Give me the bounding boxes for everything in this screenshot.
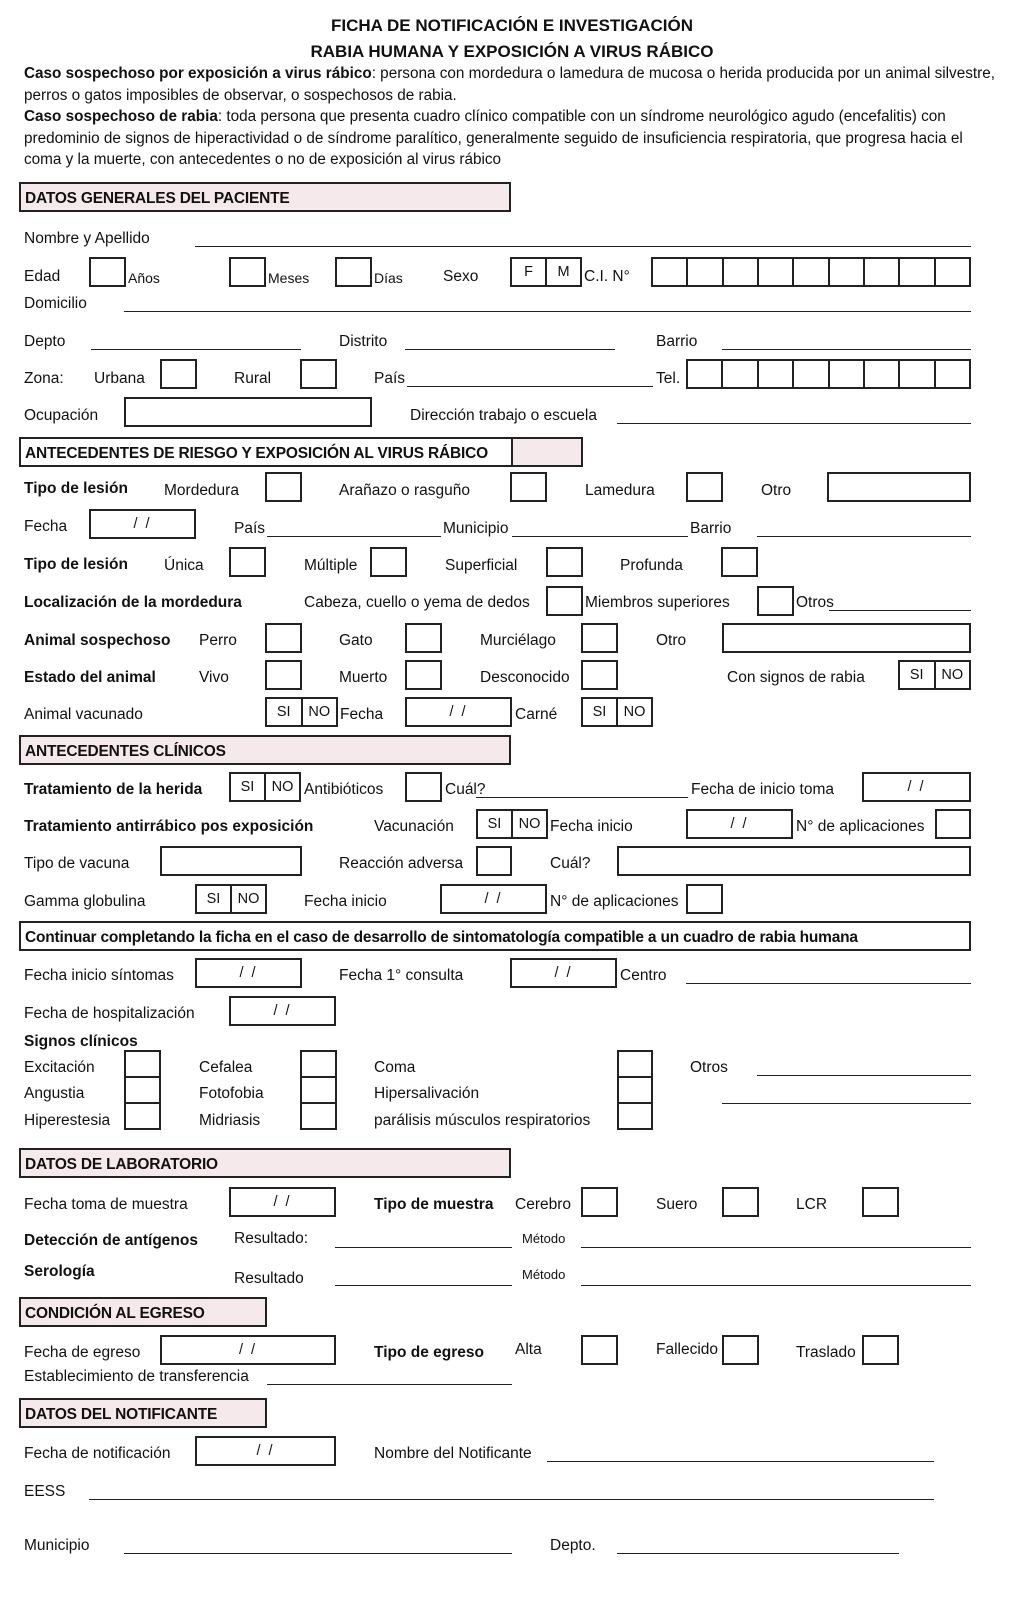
- label-mordedura: Mordedura: [164, 482, 239, 499]
- ocupacion-field[interactable]: [124, 397, 372, 427]
- carne-no[interactable]: NO: [616, 699, 651, 725]
- midriasis-box[interactable]: [300, 1102, 337, 1130]
- label-fecha-inicio-vacuna: Fecha inicio: [550, 818, 633, 835]
- label-animal-sospechoso: Animal sospechoso: [24, 632, 171, 649]
- section-notificante-header: DATOS DEL NOTIFICANTE: [19, 1398, 267, 1428]
- label-metodo-antigenos: Método: [522, 1231, 566, 1246]
- label-ci: C.I. N°: [584, 268, 630, 285]
- signos-no[interactable]: NO: [934, 662, 970, 688]
- label-tipo-muestra: Tipo de muestra: [374, 1196, 494, 1213]
- otro-animal-field[interactable]: [722, 623, 971, 653]
- label-tratamiento-herida: Tratamiento de la herida: [24, 781, 203, 798]
- cual-reaccion-field[interactable]: [617, 846, 971, 876]
- antibioticos-box[interactable]: [405, 772, 442, 802]
- zona-urbana-box[interactable]: [160, 359, 197, 389]
- zona-rural-box[interactable]: [300, 359, 337, 389]
- label-municipio-notificante: Municipio: [24, 1537, 90, 1554]
- label-urbana: Urbana: [94, 370, 145, 387]
- cefalea-box[interactable]: [300, 1050, 337, 1078]
- carne-si[interactable]: SI: [592, 704, 607, 720]
- profunda-box[interactable]: [721, 547, 758, 577]
- direccion-field[interactable]: [617, 423, 971, 424]
- label-carne: Carné: [515, 706, 558, 723]
- label-muerto: Muerto: [339, 669, 388, 686]
- label-fecha-vacuna-animal: Fecha: [340, 706, 384, 723]
- desconocido-box[interactable]: [581, 660, 618, 690]
- label-angustia: Angustia: [24, 1085, 85, 1102]
- municipio-exposicion-field[interactable]: [512, 536, 688, 537]
- label-nombre: Nombre y Apellido: [24, 230, 150, 247]
- form-subtitle: RABIA HUMANA Y EXPOSICIÓN A VIRUS RÁBICO: [310, 42, 714, 61]
- label-lamedura: Lamedura: [585, 482, 655, 499]
- fecha-inicio-toma-field[interactable]: / /: [862, 772, 971, 802]
- vacunado-no[interactable]: NO: [301, 699, 337, 725]
- label-vacunacion: Vacunación: [374, 818, 454, 835]
- n-aplicaciones-box[interactable]: [935, 809, 971, 839]
- label-animal-vacunado: Animal vacunado: [24, 706, 143, 723]
- label-dias: Días: [374, 270, 403, 286]
- label-antirrabico: Tratamiento antirrábico pos exposición: [24, 818, 314, 835]
- label-n-aplicaciones-gamma: N° de aplicaciones: [550, 893, 679, 910]
- gamma-no[interactable]: NO: [230, 886, 265, 912]
- label-localizacion: Localización de la mordedura: [24, 594, 242, 611]
- label-hipersalivacion: Hipersalivación: [374, 1085, 480, 1102]
- label-superficial: Superficial: [445, 557, 518, 574]
- label-metodo-serologia: Método: [522, 1267, 566, 1282]
- otro-lesion-field[interactable]: [827, 472, 971, 502]
- label-ocupacion: Ocupación: [24, 407, 99, 424]
- murcielago-box[interactable]: [581, 623, 618, 653]
- metodo-serologia-field[interactable]: [581, 1285, 971, 1286]
- label-n-aplicaciones: N° de aplicaciones: [796, 818, 925, 835]
- pais-field[interactable]: [407, 386, 653, 387]
- pais-exposicion-field[interactable]: [267, 536, 441, 537]
- label-direccion: Dirección trabajo o escuela: [410, 407, 597, 424]
- label-traslado: Traslado: [796, 1344, 856, 1361]
- vacunacion-no[interactable]: NO: [511, 811, 546, 837]
- section-lab-header: DATOS DE LABORATORIO: [19, 1148, 511, 1178]
- nombre-notificante-field[interactable]: [547, 1461, 934, 1462]
- label-fecha-notificacion: Fecha de notificación: [24, 1445, 171, 1462]
- label-tipo-lesion: Tipo de lesión: [24, 480, 128, 497]
- label-barrio: Barrio: [656, 333, 698, 350]
- toma-muestra-field[interactable]: / /: [229, 1187, 336, 1217]
- label-municipio-exposicion: Municipio: [443, 520, 509, 537]
- label-otros-signos: Otros: [690, 1059, 728, 1076]
- fecha-exposicion-field[interactable]: / /: [89, 509, 196, 539]
- label-otro-animal: Otro: [656, 632, 687, 649]
- municipio-notificante-field[interactable]: [124, 1553, 512, 1554]
- gamma-si[interactable]: SI: [206, 891, 221, 907]
- label-gato: Gato: [339, 632, 373, 649]
- label-zona: Zona:: [24, 370, 64, 387]
- tratamiento-herida-selector[interactable]: [229, 772, 301, 802]
- cual-antibiotico-field[interactable]: [476, 797, 688, 798]
- label-tipo-vacuna: Tipo de vacuna: [24, 855, 130, 872]
- signos-rabia-selector[interactable]: [898, 660, 971, 690]
- barrio-exposicion-field[interactable]: [757, 536, 971, 537]
- label-inicio-sintomas: Fecha inicio síntomas: [24, 967, 174, 984]
- edad-meses-box[interactable]: [229, 257, 266, 287]
- gato-box[interactable]: [405, 623, 442, 653]
- label-desconocido: Desconocido: [480, 669, 570, 686]
- superficial-box[interactable]: [546, 547, 583, 577]
- paralisis-box[interactable]: [617, 1102, 653, 1130]
- label-serologia: Serología: [24, 1263, 95, 1280]
- label-toma-muestra: Fecha toma de muestra: [24, 1196, 188, 1213]
- perro-box[interactable]: [265, 623, 302, 653]
- aranazo-box[interactable]: [510, 472, 547, 502]
- label-resultado-serologia: Resultado: [234, 1270, 304, 1287]
- label-cefalea: Cefalea: [199, 1059, 253, 1076]
- establecimiento-field[interactable]: [267, 1384, 512, 1385]
- label-antibioticos: Antibióticos: [304, 781, 384, 798]
- sexo-f[interactable]: F: [524, 264, 533, 280]
- label-lcr: LCR: [796, 1196, 828, 1213]
- metodo-antigenos-field[interactable]: [581, 1247, 971, 1248]
- fecha-vacuna-animal-field[interactable]: / /: [405, 697, 512, 727]
- label-resultado-antigenos: Resultado:: [234, 1230, 309, 1247]
- label-fecha-inicio-gamma: Fecha inicio: [304, 893, 387, 910]
- fotofobia-box[interactable]: [300, 1076, 337, 1104]
- cerebro-box[interactable]: [581, 1187, 618, 1217]
- barrio-field[interactable]: [722, 349, 971, 350]
- form-title: FICHA DE NOTIFICACIÓN E INVESTIGACIÓN: [330, 16, 694, 35]
- label-centro: Centro: [620, 967, 667, 984]
- carne-selector[interactable]: [581, 697, 653, 727]
- lamedura-box[interactable]: [686, 472, 723, 502]
- label-vivo: Vivo: [199, 669, 229, 686]
- label-eess: EESS: [24, 1483, 66, 1500]
- vivo-box[interactable]: [265, 660, 302, 690]
- label-signos-rabia: Con signos de rabia: [727, 669, 865, 686]
- edad-dias-box[interactable]: [335, 257, 372, 287]
- reaccion-adversa-box[interactable]: [476, 846, 512, 876]
- riesgo-header-shade: [511, 439, 581, 465]
- label-cabeza: Cabeza, cuello o yema de dedos: [304, 594, 530, 611]
- alta-box[interactable]: [581, 1335, 618, 1365]
- label-cual-reaccion: Cuál?: [550, 855, 591, 872]
- tratamiento-no[interactable]: NO: [264, 774, 299, 800]
- label-reaccion-adversa: Reacción adversa: [339, 855, 464, 872]
- eess-field[interactable]: [89, 1499, 934, 1500]
- label-midriasis: Midriasis: [199, 1112, 261, 1129]
- label-depto-notificante: Depto.: [550, 1537, 596, 1554]
- label-hiperestesia: Hiperestesia: [24, 1112, 111, 1129]
- vacunacion-si[interactable]: SI: [487, 816, 502, 832]
- miembros-box[interactable]: [757, 586, 794, 616]
- label-aranazo: Arañazo o rasguño: [339, 482, 470, 499]
- label-meses: Meses: [268, 270, 310, 286]
- label-otros-localizacion: Otros: [796, 594, 834, 611]
- label-excitacion: Excitación: [24, 1059, 95, 1076]
- otros-signos-field-2[interactable]: [722, 1103, 971, 1104]
- label-estado-animal: Estado del animal: [24, 669, 156, 686]
- label-tipo-lesion-2: Tipo de lesión: [24, 556, 128, 573]
- otros-localizacion-field[interactable]: [829, 610, 971, 611]
- hospitalizacion-field[interactable]: / /: [229, 996, 336, 1026]
- coma-box[interactable]: [617, 1050, 653, 1078]
- angustia-box[interactable]: [124, 1076, 161, 1104]
- resultado-antigenos-field[interactable]: [335, 1247, 512, 1248]
- label-anos: Años: [128, 270, 160, 286]
- label-cual-antibiotico: Cuál?: [445, 781, 486, 798]
- multiple-box[interactable]: [370, 547, 407, 577]
- label-otro-lesion: Otro: [761, 482, 792, 499]
- sexo-m[interactable]: M: [545, 259, 580, 285]
- label-coma: Coma: [374, 1059, 416, 1076]
- depto-field[interactable]: [91, 349, 301, 350]
- inicio-sintomas-field[interactable]: / /: [195, 958, 302, 988]
- label-fecha-inicio-toma: Fecha de inicio toma: [691, 781, 835, 798]
- tel-field[interactable]: [686, 359, 971, 389]
- label-rural: Rural: [234, 370, 272, 387]
- label-hospitalizacion: Fecha de hospitalización: [24, 1005, 195, 1022]
- section-clinicos-header: ANTECEDENTES CLÍNICOS: [19, 735, 511, 765]
- tratamiento-si[interactable]: SI: [240, 779, 255, 795]
- tipo-vacuna-field[interactable]: [160, 846, 302, 876]
- nombre-field[interactable]: [195, 246, 971, 247]
- label-paralisis: parálisis músculos respiratorios: [374, 1112, 591, 1129]
- signos-si[interactable]: SI: [909, 667, 924, 683]
- traslado-box[interactable]: [862, 1335, 899, 1365]
- fecha-notificacion-field[interactable]: / /: [195, 1436, 336, 1466]
- label-distrito: Distrito: [339, 333, 388, 350]
- sexo-selector[interactable]: [510, 257, 582, 287]
- label-tel: Tel.: [656, 370, 681, 387]
- section-egreso-header: CONDICIÓN AL EGRESO: [19, 1297, 267, 1327]
- distrito-field[interactable]: [405, 349, 615, 350]
- n-aplicaciones-gamma-box[interactable]: [686, 884, 723, 914]
- label-profunda: Profunda: [620, 557, 683, 574]
- label-nombre-notificante: Nombre del Notificante: [374, 1445, 532, 1462]
- hiperestesia-box[interactable]: [124, 1102, 161, 1130]
- label-suero: Suero: [656, 1196, 698, 1213]
- label-perro: Perro: [199, 632, 237, 649]
- label-fallecido: Fallecido: [656, 1341, 719, 1358]
- edad-anos-box[interactable]: [89, 257, 126, 287]
- label-establecimiento: Establecimiento de transferencia: [24, 1368, 249, 1385]
- label-miembros: Miembros superiores: [585, 594, 730, 611]
- unica-box[interactable]: [229, 547, 266, 577]
- label-gamma-globulina: Gamma globulina: [24, 893, 146, 910]
- lcr-box[interactable]: [862, 1187, 899, 1217]
- depto-notificante-field[interactable]: [617, 1553, 899, 1554]
- gamma-selector[interactable]: [195, 884, 267, 914]
- primera-consulta-field[interactable]: / /: [510, 958, 617, 988]
- section-general-header: DATOS GENERALES DEL PACIENTE: [19, 182, 511, 212]
- domicilio-field[interactable]: [124, 311, 971, 312]
- centro-field[interactable]: [686, 983, 971, 984]
- label-pais: País: [374, 370, 406, 387]
- label-tipo-egreso: Tipo de egreso: [374, 1344, 484, 1361]
- label-primera-consulta: Fecha 1° consulta: [339, 967, 464, 984]
- muerto-box[interactable]: [405, 660, 442, 690]
- suero-box[interactable]: [722, 1187, 759, 1217]
- intro-rabies: Caso sospechoso de rabia: toda persona que presenta cuadro clínico compatible con un síndrome neurológico agudo (encefalitis) con predominio de signos de hiperactividad o de síndrome paralítico, generalmente seguido de insuficiencia respiratoria, que progresa hacia el coma y la muerte, con antecedentes o no de exposición al virus rábico: [24, 108, 963, 168]
- label-multiple: Múltiple: [304, 557, 358, 574]
- label-sexo: Sexo: [443, 268, 479, 285]
- ci-field[interactable]: [651, 257, 971, 287]
- fecha-inicio-vacuna-field[interactable]: / /: [686, 809, 793, 839]
- label-murcielago: Murciélago: [480, 632, 556, 649]
- label-alta: Alta: [515, 1341, 542, 1358]
- label-signos-clinicos: Signos clínicos: [24, 1033, 138, 1050]
- cabeza-box[interactable]: [546, 586, 583, 616]
- resultado-serologia-field[interactable]: [335, 1285, 512, 1286]
- mordedura-box[interactable]: [265, 472, 302, 502]
- label-depto: Depto: [24, 333, 66, 350]
- label-cerebro: Cerebro: [515, 1196, 571, 1213]
- label-antigenos: Detección de antígenos: [24, 1232, 198, 1249]
- label-fecha-exposicion: Fecha: [24, 518, 68, 535]
- label-barrio-exposicion: Barrio: [690, 520, 732, 537]
- fecha-inicio-gamma-field[interactable]: / /: [440, 884, 547, 914]
- fecha-egreso-field[interactable]: / /: [160, 1335, 336, 1365]
- otros-signos-field[interactable]: [757, 1075, 971, 1076]
- label-domicilio: Domicilio: [24, 295, 87, 312]
- section-riesgo-header: ANTECEDENTES DE RIESGO Y EXPOSICIÓN AL VIRUS RÁBICO: [19, 437, 583, 467]
- intro-exposure: Caso sospechoso por exposición a virus rábico: persona con mordedura o lamedura de mucosa o herida producida por un animal silvestre, perros o gatos imposibles de observar, o sospechosos de rabia.: [24, 65, 995, 104]
- label-pais-exposicion: País: [234, 520, 266, 537]
- vacunado-si[interactable]: SI: [276, 704, 291, 720]
- label-unica: Única: [164, 557, 204, 574]
- fallecido-box[interactable]: [722, 1335, 759, 1365]
- hipersalivacion-box[interactable]: [617, 1076, 653, 1104]
- animal-vacunado-selector[interactable]: [265, 697, 338, 727]
- label-fecha-egreso: Fecha de egreso: [24, 1344, 141, 1361]
- vacunacion-selector[interactable]: [476, 809, 548, 839]
- excitacion-box[interactable]: [124, 1050, 161, 1078]
- section-sintomas-header: Continuar completando la ficha en el caso de desarrollo de sintomatología compatible a un cuadro de rabia humana: [19, 921, 971, 951]
- label-fotofobia: Fotofobia: [199, 1085, 264, 1102]
- label-edad: Edad: [24, 268, 61, 285]
